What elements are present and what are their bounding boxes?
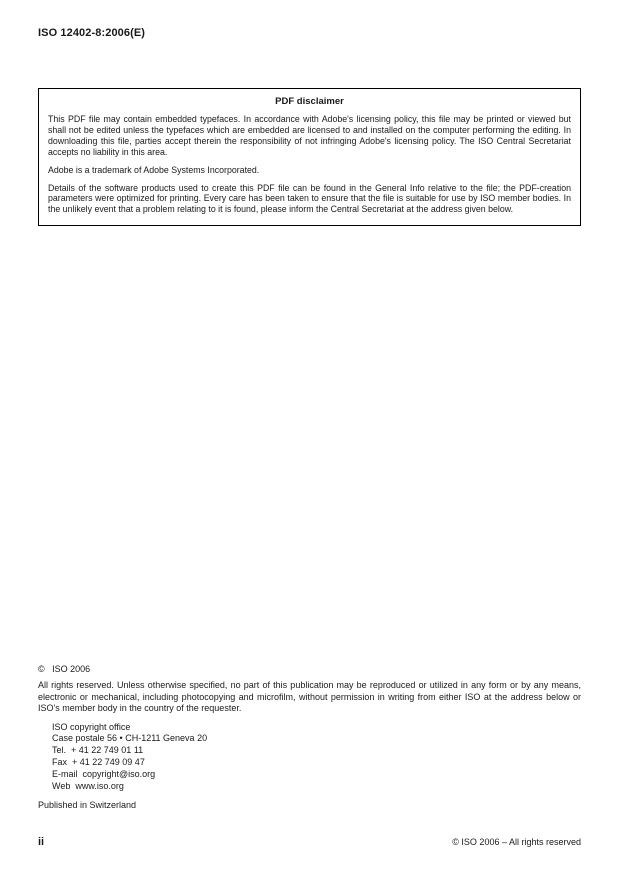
- disclaimer-title: PDF disclaimer: [275, 96, 344, 107]
- published-in-line: Published in Switzerland: [38, 799, 137, 810]
- address-line-tel: Tel. + 41 22 749 01 11: [52, 745, 144, 756]
- disclaimer-paragraph-2: Adobe is a trademark of Adobe Systems Incorporated.: [48, 164, 260, 175]
- footer-copyright-text: © ISO 2006 – All rights reserved: [452, 837, 581, 847]
- address-line-office: ISO copyright office: [52, 721, 131, 732]
- address-line-fax: Fax + 41 22 749 09 47: [52, 757, 145, 768]
- copyright-rights-text: All rights reserved. Unless otherwise specified, no part of this publication may be reproduced or utilized in any form or by any means, electronic or mechanical, including photocopying and microfilm, without permission in writing from either ISO at the address below or ISO's member body in the country of the requester.: [38, 680, 581, 714]
- copyright-block: [38, 664, 581, 810]
- address-line-postal: Case postale 56 • CH-1211 Geneva 20: [52, 733, 208, 744]
- page-number: ii: [38, 836, 45, 848]
- document-reference-header: ISO 12402-8:2006(E): [38, 27, 146, 39]
- disclaimer-paragraph-1: This PDF file may contain embedded typefaces. In accordance with Adobe's licensing policy, this file may be printed or viewed but shall not be edited unless the typefaces which are embedded are licensed to and installed on the computer performing the editing. In downloading this file, parties accept therein the responsibility of not infringing Adobe's licensing policy. The ISO Central Secretariat accepts no liability in this area.: [48, 114, 571, 157]
- pdf-disclaimer-box: [38, 88, 581, 226]
- disclaimer-paragraph-3: Details of the software products used to create this PDF file can be found in the General Info relative to the file; the PDF-creation parameters were optimized for printing. Every care has been taken to ensure that the file is suitable for use by ISO member bodies. In the unlikely event that a problem relating to it is found, please inform the Central Secretariat at the address given below.: [48, 182, 571, 215]
- page-footer: [38, 836, 581, 848]
- copyright-notice: © ISO 2006: [38, 664, 91, 674]
- address-line-web: Web www.iso.org: [52, 780, 124, 791]
- iso-address-block: [52, 722, 581, 793]
- address-line-email: E-mail copyright@iso.org: [52, 769, 156, 780]
